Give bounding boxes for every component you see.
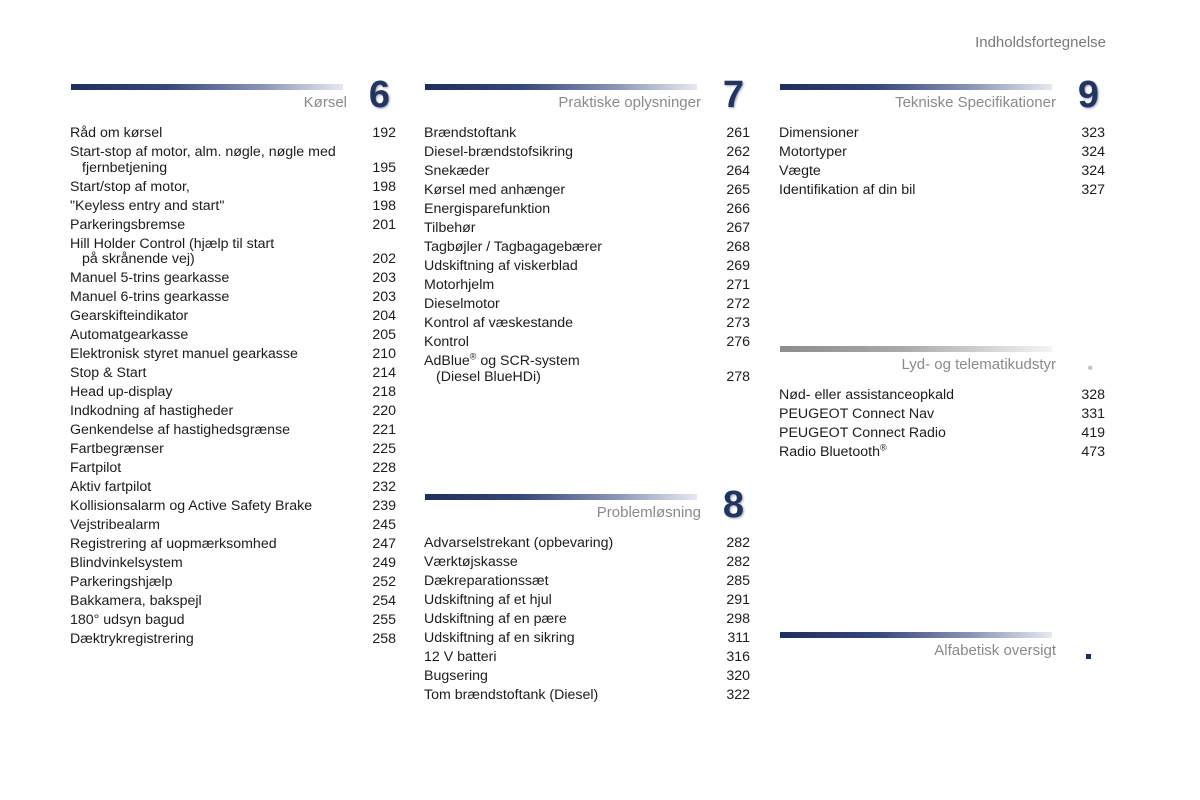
toc-entry[interactable]	[424, 612, 750, 628]
label-line1: Parkeringsbremse	[70, 216, 186, 233]
label-line1: Værktøjskasse	[424, 554, 518, 570]
toc-entry-label	[424, 145, 573, 161]
label-line1: Automatgearkasse	[70, 327, 189, 343]
toc-entry-page: 203	[372, 270, 396, 286]
toc-entry[interactable]	[424, 297, 750, 313]
toc-entry-label	[424, 335, 469, 351]
toc-entry[interactable]	[424, 126, 750, 142]
toc-entry-label	[424, 240, 602, 256]
toc-entry-page: 324	[1081, 163, 1105, 179]
label-line1: Manuel 6-trins gearkasse	[70, 289, 230, 305]
toc-entry-label	[424, 650, 497, 666]
toc-entry-page: 327	[1081, 182, 1105, 198]
toc-entry-page: 324	[1081, 144, 1105, 160]
section-title[interactable]: Tekniske Specifikationer	[895, 94, 1056, 111]
label-line1: Udskiftning af en pære	[424, 611, 567, 627]
section-square-marker	[1086, 654, 1091, 659]
toc-entry-page: 323	[1081, 125, 1105, 141]
section-header	[779, 632, 1105, 674]
toc-entry[interactable]	[70, 180, 396, 196]
toc-entry-page: 254	[372, 593, 396, 609]
toc-entry-page: 265	[726, 182, 750, 198]
toc-entry-page: 298	[726, 611, 750, 627]
label-line1: Genkendelse af hastighedsgrænse	[70, 422, 291, 438]
toc-entry-label	[424, 202, 550, 218]
toc-entry[interactable]	[70, 537, 396, 553]
toc-list	[424, 126, 750, 351]
toc-entry-label	[70, 180, 190, 196]
toc-entry[interactable]	[70, 499, 396, 515]
toc-entry-label	[424, 536, 613, 552]
toc-entry-page: 198	[372, 197, 396, 214]
toc-entry[interactable]	[779, 388, 1105, 404]
section-title[interactable]: Problemløsning	[596, 504, 701, 521]
toc-entry[interactable]	[70, 347, 396, 363]
toc-entry-page: 331	[1081, 406, 1105, 422]
label-line1: Registrering af uopmærksomhed	[70, 536, 277, 552]
label-part: AdBlue	[424, 353, 470, 369]
label-line2: fjernbetjening	[82, 159, 168, 176]
section-audio-telematics	[779, 346, 1105, 464]
toc-entry-label	[424, 593, 552, 609]
toc-entry-label	[70, 442, 164, 458]
label-line1: Kontrol af væskestande	[424, 315, 574, 331]
toc-entry-label	[424, 688, 598, 704]
toc-entry-page: 473	[1081, 444, 1105, 460]
toc-entry-page: 271	[726, 277, 750, 293]
toc-entry-label	[70, 271, 229, 287]
label-line1: Tagbøjler / Tagbagagebærer	[424, 239, 602, 255]
toc-entry-label	[779, 388, 954, 404]
toc-entry-label	[70, 423, 290, 439]
section-practical-info	[424, 74, 750, 389]
toc-entry-label	[424, 612, 567, 628]
toc-list	[779, 126, 1105, 199]
toc-entry-label	[70, 199, 224, 215]
label-line1: Stop & Start	[70, 365, 147, 381]
label-line1: Bugsering	[424, 668, 488, 684]
toc-entry-label	[424, 297, 500, 313]
label-line1: Vægte	[779, 163, 821, 179]
toc-entry-label	[779, 183, 915, 199]
label-line1: PEUGEOT Connect Radio	[779, 425, 946, 441]
toc-list	[424, 536, 750, 704]
toc-entry-page: 210	[372, 346, 396, 362]
label-line1: Dieselmotor	[424, 296, 500, 312]
label-line1: 12 V batteri	[424, 649, 497, 665]
toc-entry[interactable]	[70, 145, 396, 176]
toc-entry-page: 201	[372, 216, 396, 233]
label-line1: PEUGEOT Connect Nav	[779, 406, 935, 422]
label-line1: Motorhjelm	[424, 277, 495, 293]
toc-entry[interactable]	[779, 145, 1105, 161]
label-line1: Brændstoftank	[424, 125, 517, 141]
toc-entry-page: 269	[726, 258, 750, 274]
toc-entry-page: 218	[372, 384, 396, 400]
section-number[interactable]: 9	[1077, 74, 1099, 116]
label-line1: Kontrol	[424, 334, 469, 350]
toc-entry-label	[779, 145, 847, 161]
toc-entry-page: 285	[726, 573, 750, 589]
label-line1: Identifikation af din bil	[779, 182, 916, 198]
toc-entry-page: 264	[726, 163, 750, 179]
toc-entry-page: 316	[726, 649, 750, 665]
label-line1: Udskiftning af et hjul	[424, 592, 552, 608]
section-technical-specs	[779, 74, 1105, 202]
toc-entry-page: 232	[372, 479, 396, 495]
toc-entry-label	[70, 480, 151, 496]
toc-entry-label	[70, 518, 160, 534]
toc-entry-page: 221	[372, 422, 396, 438]
toc-entry-label	[70, 575, 173, 591]
registered-mark: ®	[469, 351, 477, 362]
toc-entry-page: 273	[726, 315, 750, 331]
toc-entry[interactable]	[70, 556, 396, 572]
toc-entry-page: 267	[726, 220, 750, 236]
toc-entry[interactable]	[70, 237, 396, 268]
label-line1: Indkodning af hastigheder	[70, 403, 234, 419]
section-number[interactable]: 8	[722, 484, 744, 526]
label-line1: Hill Holder Control (hjælp til start	[70, 235, 275, 252]
toc-entry-page: 255	[372, 612, 396, 628]
toc-entry[interactable]	[424, 650, 750, 666]
toc-entry-label	[70, 632, 194, 648]
toc-entry-page: 249	[372, 555, 396, 571]
toc-entry[interactable]	[424, 221, 750, 237]
toc-entry-label	[70, 499, 312, 515]
toc-entry-page: 276	[726, 334, 750, 350]
section-bar	[780, 632, 1052, 638]
section-header	[70, 74, 396, 126]
label-line1: Diesel-brændstofsikring	[424, 144, 574, 160]
toc-entry-label	[779, 126, 859, 142]
toc-entry-radio-bluetooth[interactable]	[779, 442, 1105, 461]
toc-entry[interactable]	[424, 669, 750, 685]
toc-entry-label	[70, 461, 121, 477]
registered-mark: ®	[879, 442, 887, 453]
toc-entry-page: 261	[726, 125, 750, 141]
toc-entry[interactable]	[70, 632, 396, 648]
toc-entry-label	[70, 385, 173, 401]
label-line1: Nød- eller assistanceopkald	[779, 387, 955, 403]
section-bar	[425, 494, 697, 500]
toc-list-extra	[779, 442, 1105, 461]
toc-entry-page: 245	[372, 517, 396, 533]
toc-entry-page: 214	[372, 365, 396, 381]
toc-entry-page: 322	[726, 687, 750, 703]
toc-entry-label	[70, 594, 202, 610]
toc-entry[interactable]	[779, 426, 1105, 442]
toc-entry-label	[779, 164, 821, 180]
section-alphabetical-index	[779, 632, 1105, 674]
toc-entry-page: 195	[372, 159, 396, 176]
toc-entry-page: 225	[372, 441, 396, 457]
toc-entry-page: 320	[726, 668, 750, 684]
label-line1: Snekæder	[424, 163, 490, 179]
toc-entry[interactable]	[70, 328, 396, 344]
toc-entry[interactable]	[424, 183, 750, 199]
toc-entry-label	[424, 221, 476, 237]
label-line2: (Diesel BlueHDi)	[436, 368, 541, 385]
toc-entry-page: 202	[372, 251, 396, 267]
toc-list-extra	[424, 351, 750, 385]
toc-entry-page: 291	[726, 592, 750, 608]
toc-entry[interactable]	[70, 423, 396, 439]
toc-entry[interactable]	[424, 164, 750, 180]
toc-entry-page: 220	[372, 403, 396, 419]
toc-entry[interactable]	[70, 461, 396, 477]
toc-entry-label	[424, 574, 549, 590]
label-line1: Fartbegrænser	[70, 441, 164, 457]
toc-entry[interactable]	[424, 259, 750, 275]
toc-entry-label	[424, 164, 489, 180]
toc-entry-page: 419	[1081, 425, 1105, 441]
section-number[interactable]: 6	[368, 74, 390, 116]
toc-entry-page: 203	[372, 289, 396, 305]
label-line1: 180° udsyn bagud	[70, 612, 185, 628]
label-line1: Udskiftning af viskerblad	[424, 258, 578, 274]
label-line1: Tilbehør	[424, 220, 476, 236]
label-line1: Advarselstrekant (opbevaring)	[424, 535, 614, 551]
toc-entry[interactable]	[70, 442, 396, 458]
section-header	[779, 346, 1105, 388]
section-bar	[71, 84, 343, 90]
section-header	[779, 74, 1105, 126]
section-marker: •	[1087, 360, 1093, 377]
toc-entry-label	[779, 442, 887, 461]
toc-entry-page: 198	[372, 178, 396, 195]
label-line1: Aktiv fartpilot	[70, 479, 152, 495]
toc-entry[interactable]	[70, 480, 396, 496]
label-line1: Bakkamera, bakspejl	[70, 593, 202, 609]
label-line1: Råd om kørsel	[70, 125, 163, 141]
toc-entry-label	[424, 259, 578, 275]
toc-entry[interactable]	[424, 202, 750, 218]
toc-entry-page: 205	[372, 327, 396, 343]
toc-entry[interactable]	[70, 404, 396, 420]
toc-entry[interactable]	[424, 555, 750, 571]
toc-entry[interactable]	[70, 594, 396, 610]
label-line1: Manuel 5-trins gearkasse	[70, 270, 230, 286]
toc-entry-label	[424, 126, 516, 142]
label-line1: Motortyper	[779, 144, 847, 160]
toc-entry[interactable]	[70, 575, 396, 591]
section-title[interactable]: Alfabetisk oversigt	[934, 642, 1056, 659]
toc-entry[interactable]	[70, 613, 396, 629]
toc-entry[interactable]	[70, 366, 396, 382]
toc-entry-page: 228	[372, 460, 396, 476]
toc-entry[interactable]	[70, 309, 396, 325]
label-line1: Energisparefunktion	[424, 201, 551, 217]
label-line1: Kollisionsalarm og Active Safety Brake	[70, 498, 313, 514]
label-line1: "Keyless entry and start"	[70, 197, 225, 214]
toc-entry-label	[70, 328, 188, 344]
toc-entry-label	[424, 351, 580, 385]
toc-entry-label	[424, 669, 488, 685]
toc-entry[interactable]	[70, 271, 396, 287]
toc-entry[interactable]	[424, 278, 750, 294]
toc-entry-label	[779, 426, 946, 442]
section-title[interactable]: Lyd- og telematikudstyr	[901, 356, 1056, 373]
section-driving	[70, 74, 396, 651]
toc-entry-page: 247	[372, 536, 396, 552]
toc-entry[interactable]	[70, 218, 396, 234]
section-number[interactable]: 7	[722, 74, 744, 116]
toc-entry-page: 262	[726, 144, 750, 160]
toc-entry-page: 282	[726, 535, 750, 551]
toc-entry-page: 258	[372, 631, 396, 647]
label-line1: Udskiftning af en sikring	[424, 630, 575, 646]
toc-entry-adblue[interactable]	[424, 351, 750, 385]
section-title[interactable]: Praktiske oplysninger	[558, 94, 701, 111]
toc-entry[interactable]	[424, 593, 750, 609]
toc-entry-label	[70, 309, 188, 325]
toc-entry-label	[424, 278, 494, 294]
toc-entry[interactable]	[70, 385, 396, 401]
label-line1: Vejstribealarm	[70, 517, 160, 533]
toc-entry-page: 311	[727, 630, 750, 646]
toc-entry-page: 204	[372, 308, 396, 324]
toc-entry-label	[70, 347, 298, 363]
toc-entry-label	[70, 613, 185, 629]
toc-entry[interactable]	[424, 631, 750, 647]
toc-entry-label	[424, 555, 518, 571]
label-part: Radio Bluetooth	[779, 444, 880, 460]
toc-entry-page: 328	[1081, 387, 1105, 403]
toc-entry-page: 278	[726, 368, 750, 385]
toc-entry-label	[70, 537, 277, 553]
toc-entry-page: 192	[372, 125, 396, 141]
section-bar	[780, 84, 1052, 90]
toc-entry-page: 268	[726, 239, 750, 255]
toc-list	[70, 126, 396, 648]
toc-entry-label	[70, 366, 147, 382]
toc-entry-page: 266	[726, 201, 750, 217]
toc-entry-label	[70, 404, 233, 420]
toc-entry[interactable]	[779, 126, 1105, 142]
toc-entry[interactable]	[424, 574, 750, 590]
toc-entry[interactable]	[779, 407, 1105, 423]
label-line1: Blindvinkelsystem	[70, 555, 183, 571]
label-line1: Start/stop af motor,	[70, 178, 190, 195]
toc-entry[interactable]	[424, 240, 750, 256]
toc-entry-label	[779, 407, 934, 423]
toc-entry[interactable]	[424, 335, 750, 351]
label-line1: Dimensioner	[779, 125, 859, 141]
label-line1: Parkeringshjælp	[70, 574, 173, 590]
section-header	[424, 74, 750, 126]
toc-entry-label	[70, 218, 185, 234]
toc-entry-label	[424, 631, 575, 647]
section-title[interactable]: Kørsel	[303, 94, 347, 111]
toc-entry[interactable]	[424, 536, 750, 552]
toc-entry[interactable]	[779, 164, 1105, 180]
toc-entry-label	[70, 237, 274, 268]
label-line1: Tom brændstoftank (Diesel)	[424, 687, 599, 703]
label-line1: Kørsel med anhænger	[424, 182, 566, 198]
label-line1: Dækreparationssæt	[424, 573, 549, 589]
toc-entry[interactable]	[424, 316, 750, 332]
label-line1: Elektronisk styret manuel gearkasse	[70, 346, 298, 362]
toc-entry-label	[424, 183, 565, 199]
section-header	[424, 484, 750, 536]
section-bar	[780, 346, 1052, 352]
page-header-title: Indholdsfortegnelse	[975, 34, 1106, 51]
toc-entry-page: 252	[372, 574, 396, 590]
label-line1: Gearskifteindikator	[70, 308, 189, 324]
toc-entry-label	[70, 290, 229, 306]
toc-entry-label	[70, 145, 336, 176]
toc-entry[interactable]	[424, 688, 750, 704]
label-line1: Head up-display	[70, 384, 173, 400]
toc-entry-page: 282	[726, 554, 750, 570]
toc-entry-label	[70, 126, 162, 142]
toc-entry[interactable]	[70, 518, 396, 534]
toc-entry[interactable]	[70, 199, 396, 215]
toc-list	[779, 388, 1105, 442]
toc-entry-page: 272	[726, 296, 750, 312]
section-troubleshooting	[424, 484, 750, 707]
label-line1: Start-stop af motor, alm. nøgle, nøgle med	[70, 144, 336, 160]
label-line1: Fartpilot	[70, 460, 122, 476]
toc-entry-label	[70, 556, 183, 572]
toc-entry-page: 239	[372, 498, 396, 514]
label-line2: på skrånende vej)	[82, 251, 195, 267]
toc-entry[interactable]	[424, 145, 750, 161]
section-bar	[425, 84, 697, 90]
label-line1: Dæktrykregistrering	[70, 631, 194, 647]
toc-entry[interactable]	[779, 183, 1105, 199]
toc-entry-label	[424, 316, 573, 332]
label-part: og SCR-system	[476, 353, 580, 369]
toc-entry[interactable]	[70, 290, 396, 306]
toc-entry[interactable]	[70, 126, 396, 142]
